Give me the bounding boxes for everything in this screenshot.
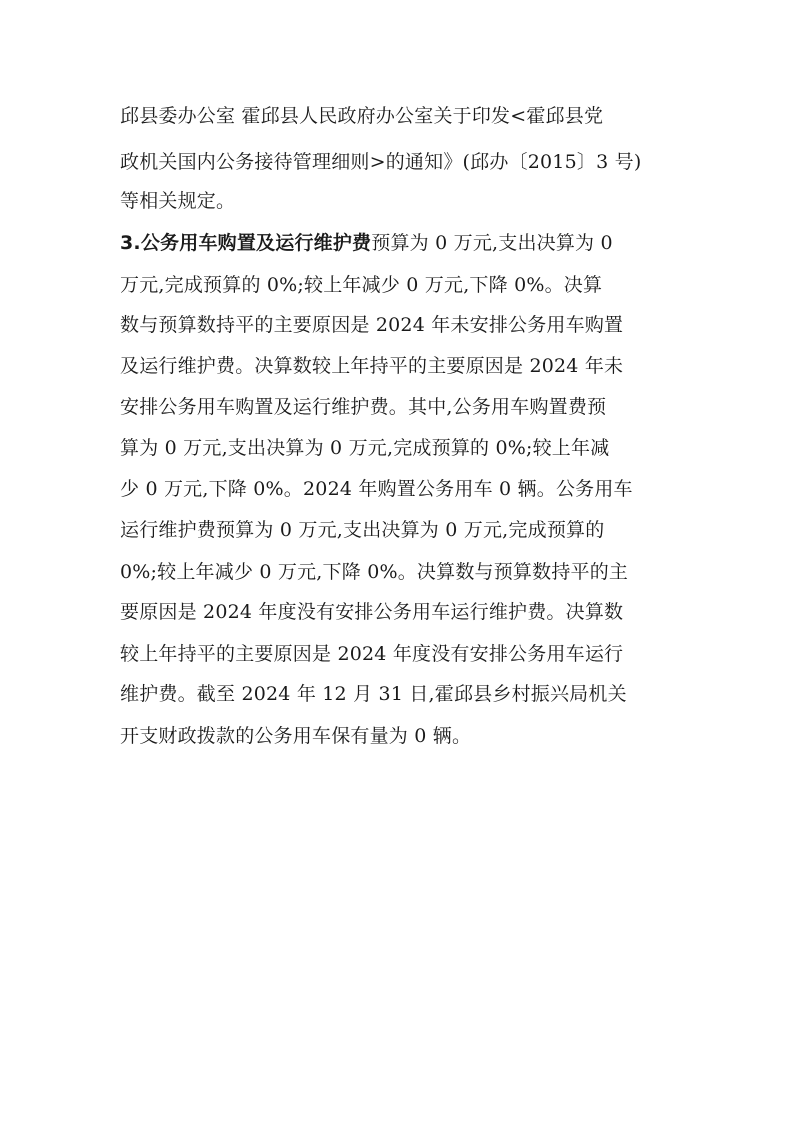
paragraph-line: 开支财政拨款的公务用车保有量为 0 辆。	[120, 725, 472, 747]
section-heading-tail: 预算为 0 万元,支出决算为 0	[371, 232, 613, 254]
paragraph-line: 等相关规定。	[120, 190, 236, 212]
section-heading-line	[120, 231, 680, 255]
paragraph-line: 数与预算数持平的主要原因是 2024 年未安排公务用车购置	[120, 314, 624, 336]
paragraph-line: 政机关国内公务接待管理细则>的通知》(邱办〔2015〕3 号)	[120, 151, 642, 173]
paragraph-line: 邱县委办公室 霍邱县人民政府办公室关于印发<霍邱县党	[120, 105, 604, 127]
paragraph-line: 较上年持平的主要原因是 2024 年度没有安排公务用车运行	[120, 643, 624, 665]
paragraph-line: 运行维护费预算为 0 万元,支出决算为 0 万元,完成预算的	[120, 519, 605, 541]
paragraph-line: 及运行维护费。决算数较上年持平的主要原因是 2024 年未	[120, 355, 624, 377]
paragraph-line: 要原因是 2024 年度没有安排公务用车运行维护费。决算数	[120, 601, 624, 623]
paragraph-line: 算为 0 万元,支出决算为 0 万元,完成预算的 0%;较上年减	[120, 437, 610, 459]
paragraph-line: 维护费。截至 2024 年 12 月 31 日,霍邱县乡村振兴局机关	[120, 683, 627, 705]
paragraph-line: 0%;较上年减少 0 万元,下降 0%。决算数与预算数持平的主	[120, 561, 629, 583]
paragraph-line: 安排公务用车购置及运行维护费。其中,公务用车购置费预	[120, 396, 607, 418]
paragraph-line: 少 0 万元,下降 0%。2024 年购置公务用车 0 辆。公务用车	[120, 478, 633, 500]
paragraph-line: 万元,完成预算的 0%;较上年减少 0 万元,下降 0%。决算	[120, 274, 603, 296]
section-heading: 3.公务用车购置及运行维护费	[120, 232, 372, 254]
